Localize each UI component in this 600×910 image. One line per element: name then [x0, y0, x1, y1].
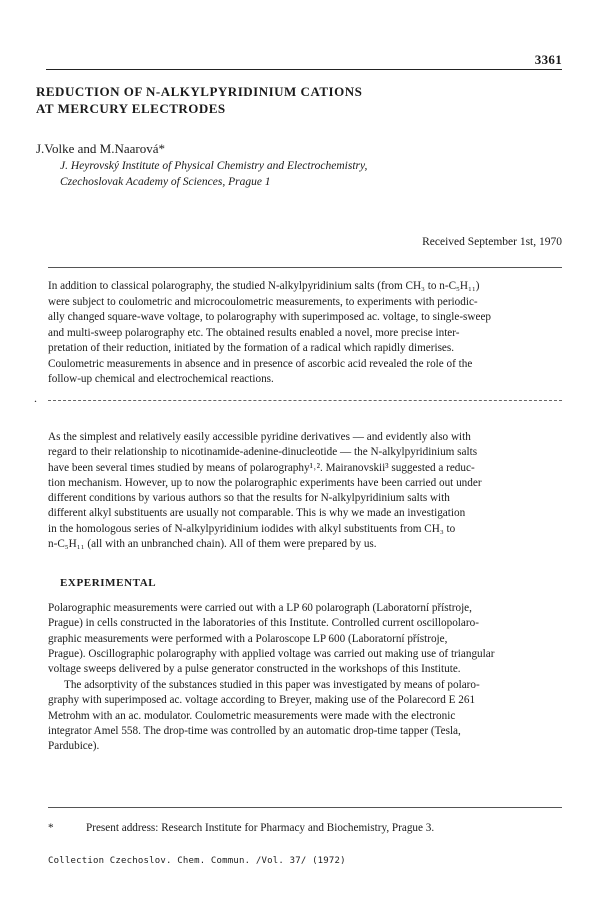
intro-line: different conditions by various authors so that the results for N-alkylpyridinium salts with	[48, 492, 450, 505]
experimental-paragraph-1	[48, 601, 562, 677]
experimental-line: Prague) in cells constructed in the laboratories of this Institute. Controlled current oscillopolaro-	[48, 617, 479, 630]
title-line-2: AT MERCURY ELECTRODES	[36, 101, 226, 116]
section-heading-experimental: EXPERIMENTAL	[60, 577, 157, 589]
abstract	[48, 279, 562, 388]
intro-line: tion mechanism. However, up to now the polarographic experiments have been carried out under	[48, 476, 482, 489]
footnote	[48, 822, 434, 834]
experimental-line: Pardubice).	[48, 740, 100, 753]
experimental-paragraph-2	[48, 678, 562, 754]
intro-line: in the homologous series of N-alkylpyridinium iodides with alkyl substituents from CH₃ to	[48, 522, 456, 535]
experimental-line: Metrohm with an ac. modulator. Coulometric measurements were made with the electronic	[48, 709, 456, 722]
intro-line: have been several times studied by means of polarography¹˒². Mairanovskii³ suggested a reduc-	[48, 461, 475, 474]
header-rule	[46, 69, 562, 70]
page-number: 3361	[534, 52, 562, 67]
intro-line: As the simplest and relatively easily accessible pyridine derivatives — and evidently also with	[48, 431, 471, 443]
edge-mark: .	[34, 391, 37, 405]
abstract-bottom-rule	[48, 400, 562, 401]
abstract-top-rule	[48, 267, 562, 268]
received-date: Received September 1st, 1970	[422, 236, 562, 248]
abstract-line: were subject to coulometric and microcoulometric measurements, to experiments with periodic-	[48, 295, 478, 308]
abstract-line: ally changed square-wave voltage, to polarography with superimposed ac. voltage, to single-sweep	[48, 311, 492, 323]
intro-line: n-C₅H₁₁ (all with an unbranched chain). All of them were prepared by us.	[48, 538, 377, 551]
journal-footer: Collection Czechoslov. Chem. Commun. /Vol. 37/ (1972)	[48, 856, 346, 866]
introduction	[48, 430, 562, 552]
abstract-line: Coulometric measurements in absence and in presence of ascorbic acid revealed the role of the	[48, 357, 473, 370]
abstract-line: follow-up chemical and electrochemical reactions.	[48, 373, 274, 385]
intro-line: different alkyl substituents are usually not comparable. This is why we made an investigation	[48, 507, 466, 520]
experimental-line: graphy with superimposed ac. voltage according to Breyer, making use of the Polarecord E 261	[48, 694, 476, 707]
experimental-line: voltage sweeps delivered by a pulse generator constructed in the workshops of this Institute.	[48, 663, 461, 676]
experimental-line: The adsorptivity of the substances studied in this paper was investigated by means of polaro-	[64, 679, 480, 691]
abstract-line: and multi-sweep polarography etc. The obtained results enabled a novel, more precise inter-	[48, 326, 460, 339]
footnote-mark: *	[48, 822, 54, 834]
experimental-line: graphic measurements were performed with a Polaroscope LP 600 (Laboratorní přístroje,	[48, 632, 448, 645]
authors: J.Volke and M.Naarová*	[36, 141, 166, 156]
article-title	[36, 83, 536, 117]
abstract-line: In addition to classical polarography, the studied N-alkylpyridinium salts (from CH₃ to n-C₅H₁₁)	[48, 280, 480, 292]
title-line-1: REDUCTION OF N-ALKYLPYRIDINIUM CATIONS	[36, 84, 363, 99]
affiliation	[60, 158, 540, 190]
experimental-line: Prague). Oscillographic polarography with applied voltage was carried out making use of triangular	[48, 647, 495, 660]
affiliation-line-1: J. Heyrovský Institute of Physical Chemistry and Electrochemistry,	[60, 160, 368, 172]
affiliation-line-2: Czechoslovak Academy of Sciences, Prague 1	[60, 176, 271, 188]
footnote-rule	[48, 807, 562, 808]
experimental-line: integrator Amel 558. The drop-time was controlled by an automatic drop-time tapper (Tesla,	[48, 724, 461, 737]
experimental-line: Polarographic measurements were carried out with a LP 60 polarograph (Laboratorní přístroje,	[48, 602, 472, 614]
intro-line: regard to their relationship to nicotinamide-adenine-dinucleotide — the N-alkylpyridinium salts	[48, 446, 478, 459]
abstract-line: pretation of their reduction, initiated by the formation of a radical which rapidly dimerises.	[48, 342, 455, 354]
footnote-text: Present address: Research Institute for Pharmacy and Biochemistry, Prague 3.	[86, 822, 435, 834]
